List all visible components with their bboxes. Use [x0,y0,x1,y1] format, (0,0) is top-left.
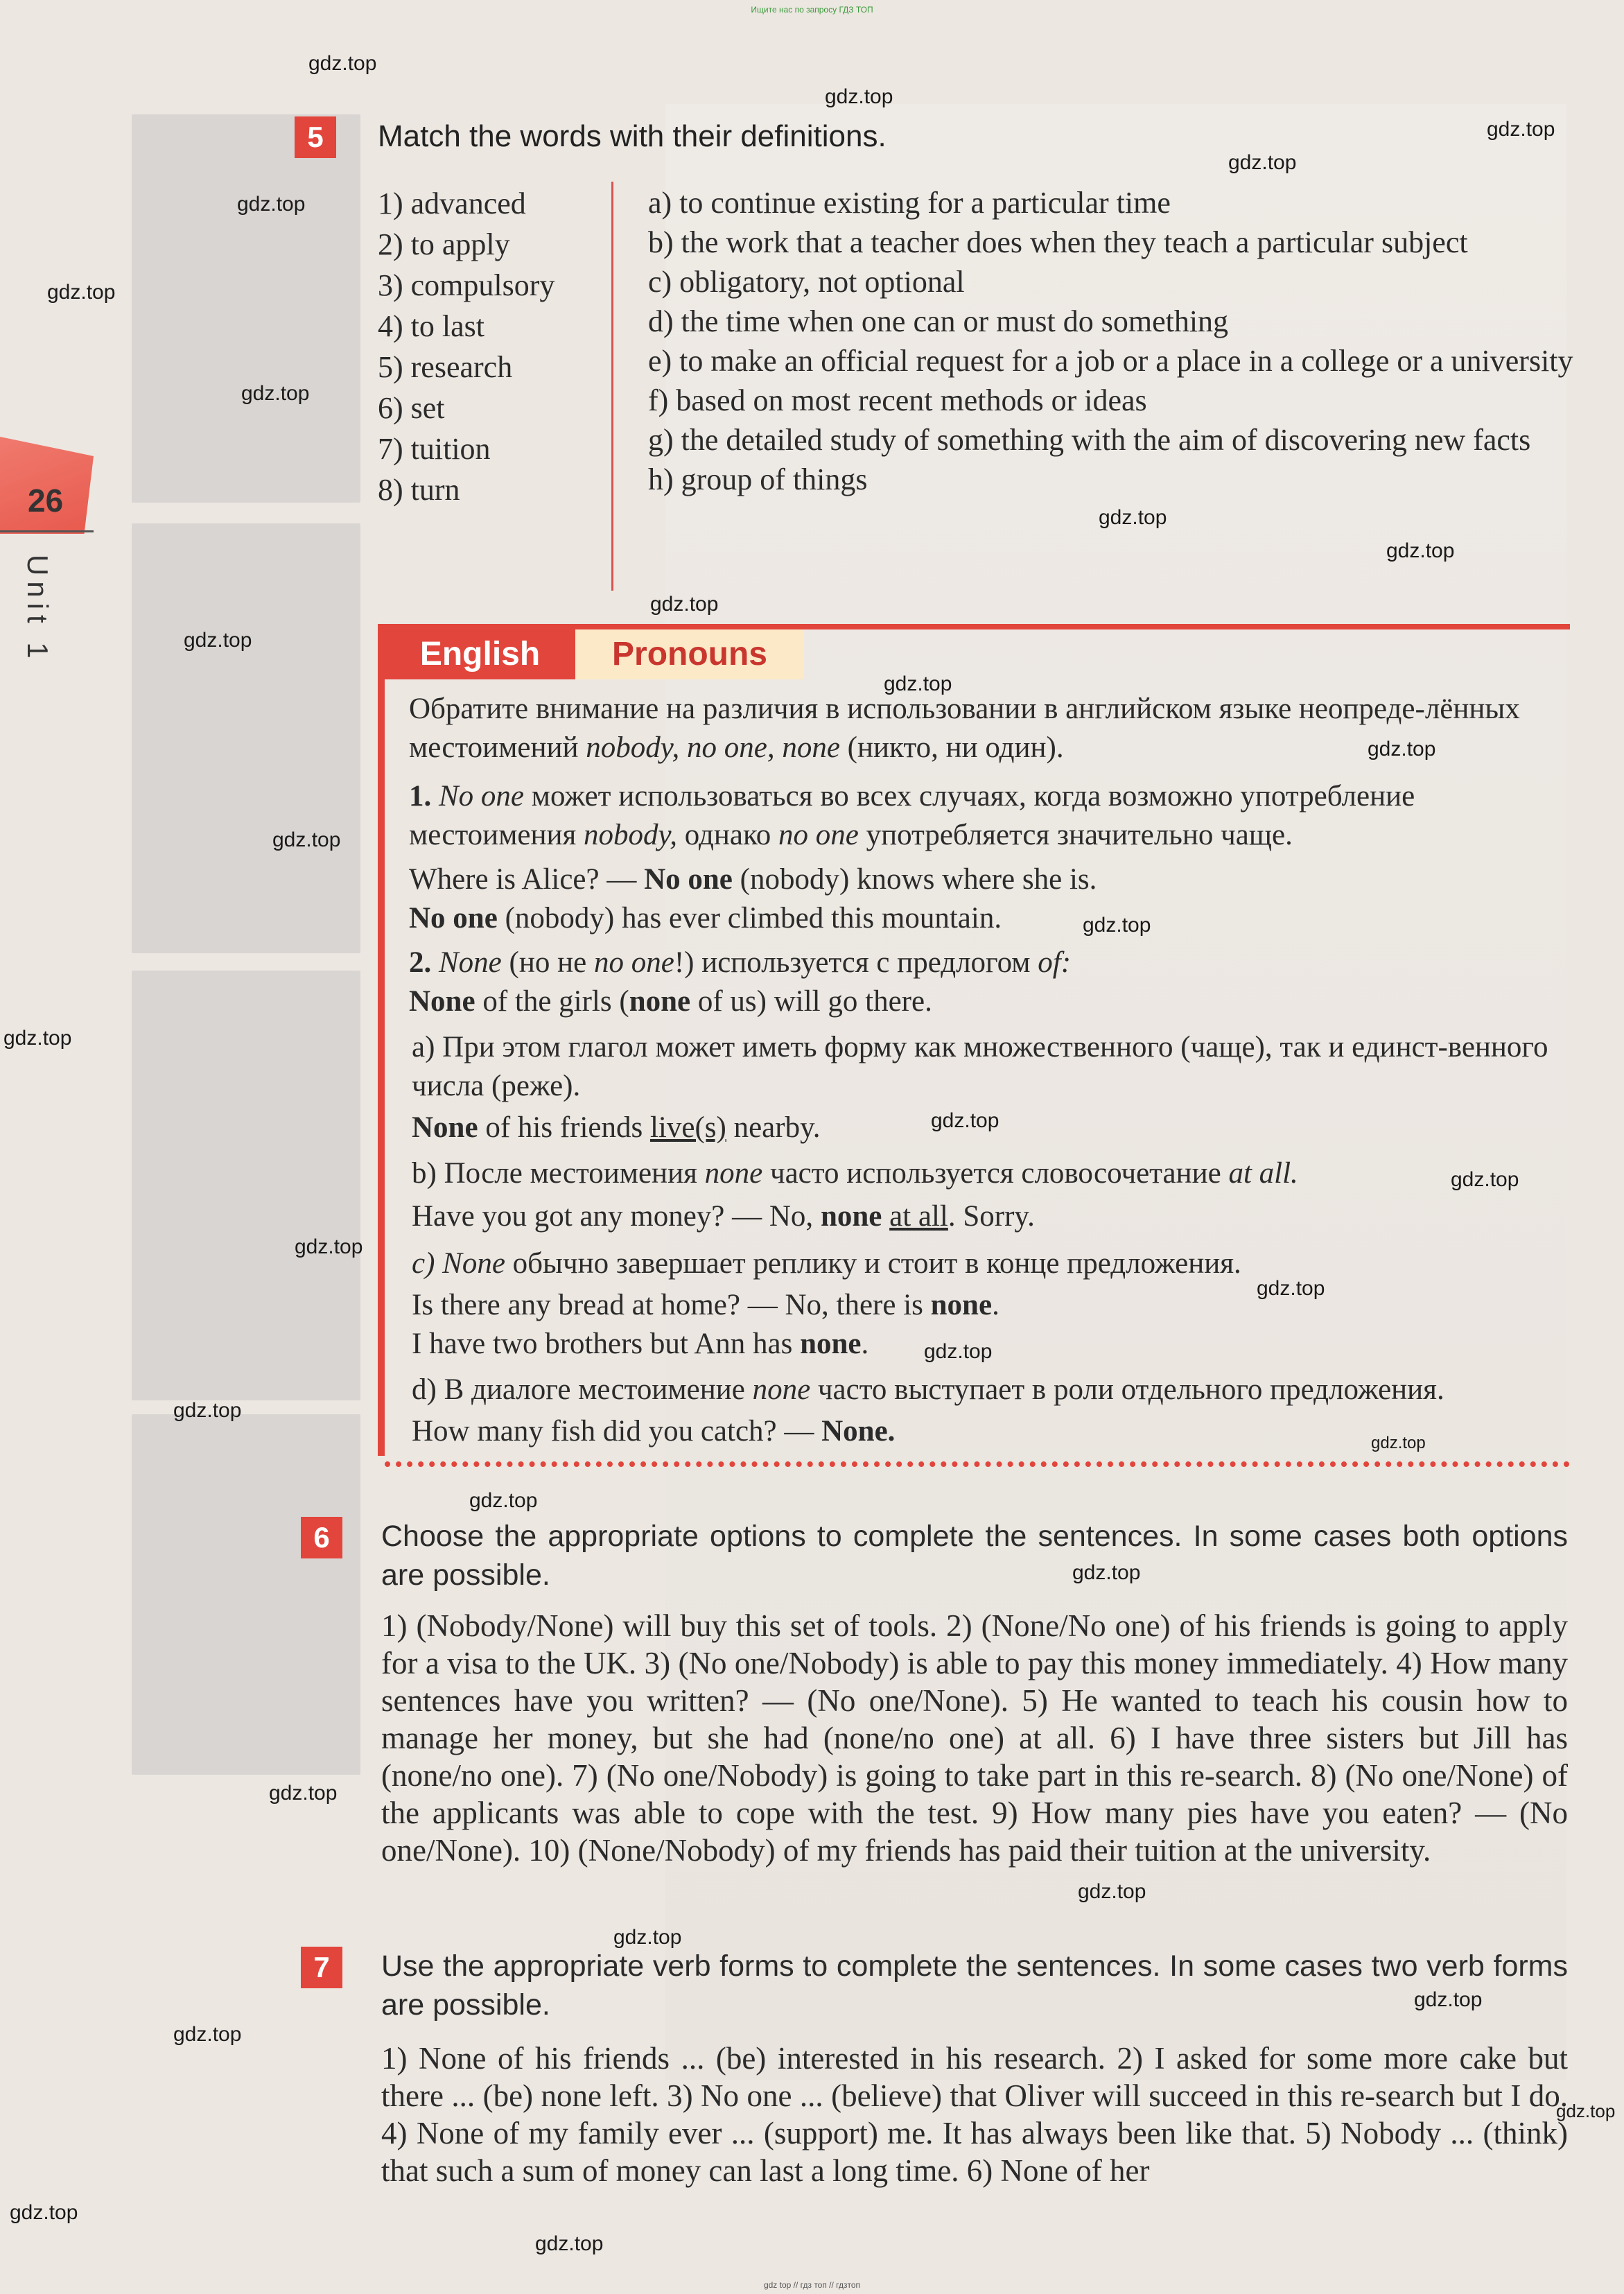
watermark: gdz.top [924,1340,993,1363]
grammar-example: Where is Alice? — No one (nobody) knows where she is. [409,863,1097,896]
watermark: gdz.top [269,1782,338,1805]
grammar-tab-pronouns: Pronouns [575,629,804,679]
definition-item: d) the time when one can or must do something [648,304,1229,338]
watermark: gdz.top [1368,738,1436,761]
watermark: gdz.top [884,672,952,695]
grammar-box-left-border [378,627,385,1456]
watermark: gdz.top [931,1109,999,1132]
grammar-example: Is there any bread at home? — No, there is none. [412,1289,999,1321]
faded-photo [132,523,360,953]
word-item: 3) compulsory [378,268,555,302]
page-number: 26 [28,483,64,519]
word-item: 2) to apply [378,227,510,261]
exercise-5-number: 5 [295,116,336,158]
grammar-example: I have two brothers but Ann has none. [412,1328,869,1360]
definition-item: a) to continue existing for a particular time [648,186,1171,220]
faded-photo [132,971,360,1400]
watermark: gdz.top [613,1926,682,1949]
watermark: gdz.top [237,193,306,216]
word-item: 7) tuition [378,432,491,466]
watermark: gdz.top [3,1027,72,1050]
grammar-example: How many fish did you catch? — None. [412,1415,896,1448]
definition-item: b) the work that a teacher does when they teach a particular subject [648,225,1468,259]
watermark: gdz.top [1556,2101,1616,2121]
grammar-rule-1: 1. No one может использоваться во всех случаях, когда возможно употребление местоимения nobody, однако no one употребляется значительно чаще. [409,780,1415,851]
watermark: gdz.top [535,2232,604,2255]
header-note: Ищите нас по запросу ГДЗ ТОП [751,5,873,15]
word-list [378,183,555,510]
watermark: gdz.top [469,1489,538,1512]
grammar-rule-a: a) При этом глагол может иметь форму как множественного (чаще), так и единст-венного числа (реже). [412,1031,1548,1102]
exercise-6-heading: Choose the appropriate options to complete the sentences. In some cases both options are possible. [381,1520,1568,1592]
watermark: gdz.top [1083,914,1151,937]
grammar-example: None of his friends live(s) nearby. [412,1111,821,1144]
footer-note: gdz top // гдз топ // гдзтоп [763,2280,861,2290]
grammar-box-top-border [378,624,1570,629]
faded-photo [132,114,360,503]
watermark: gdz.top [1257,1277,1325,1300]
exercise-7-text: 1) None of his friends ... (be) interested in his research. 2) I asked for some more cake but there ... (be) none left. 3) No one ... (believe) that Oliver will succeed in this re-search but I do. 4) None of my family ever ... (support) me. It has always been like that. 5) Nobody ... (think) that such a sum of money can last a long time. 6) None of her [381,2041,1568,2188]
exercise-7-heading: Use the appropriate verb forms to complete the sentences. In some cases two verb forms are possible. [381,1949,1568,2022]
grammar-example: None of the girls (none of us) will go there. [409,985,932,1018]
watermark: gdz.top [272,828,341,851]
exercise-5-heading: Match the words with their definitions. [378,119,887,153]
grammar-text [409,690,1566,1451]
grammar-example: Have you got any money? — No, none at all. Sorry. [412,1200,1035,1233]
word-item: 4) to last [378,309,484,343]
column-divider [611,182,613,591]
definition-item: e) to make an official request for a job or a place in a college or a university [648,344,1573,378]
definition-item: h) group of things [648,462,868,496]
watermark: gdz.top [184,629,252,652]
watermark: gdz.top [1099,506,1167,529]
watermark: gdz.top [825,85,893,108]
grammar-rule-b: b) После местоимения none часто используется словосочетание at all. [412,1157,1298,1190]
grammar-intro: Обратите внимание на различия в использовании в английском языке неопреде-лённых местоимений nobody, no one, none (никто, ни один). [409,693,1520,764]
unit-label: Unit 1 [21,555,54,664]
word-item: 6) set [378,391,445,425]
watermark: gdz.top [1414,1988,1483,2011]
word-item: 8) turn [378,473,460,507]
definition-item: f) based on most recent methods or ideas [648,383,1147,417]
grammar-rule-2: 2. None (но не no one!) используется с предлогом of: [409,946,1072,979]
watermark: gdz.top [1228,151,1297,174]
grammar-box-dotted-border [385,1461,1570,1467]
watermark: gdz.top [47,281,116,304]
grammar-rule-c: c) None обычно завершает реплику и стоит в конце предложения. [412,1247,1241,1280]
watermark: gdz.top [1078,1880,1146,1903]
grammar-example: No one (nobody) has ever climbed this mountain. [409,902,1002,935]
exercise-7-number: 7 [301,1947,342,1988]
faded-photo [132,1414,360,1775]
definition-item: g) the detailed study of something with the aim of discovering new facts [648,423,1531,457]
word-item: 5) research [378,350,513,384]
watermark: gdz.top [1371,1434,1426,1452]
exercise-6-text: 1) (Nobody/None) will buy this set of tools. 2) (None/No one) of his friends is going to apply for a visa to the UK. 3) (No one/Nobody) is able to pay this money immediately. 4) How many sentences have you written? — (No one/None). 5) He wanted to teach his cousin how to manage her money, but she had (none/no one) at all. 6) I have three sisters but Jill has (none/no one). 7) (No one/Nobody) is going to take part in this re-search. 8) (No one/None) of the applicants was able to cope with the test. 9) How many pies have you eaten? — (No one/None). 10) (None/Nobody) of my friends has paid their tuition at the university. [381,1608,1568,1868]
definition-item: c) obligatory, not optional [648,265,965,299]
watermark: gdz.top [295,1235,363,1258]
watermark: gdz.top [1386,539,1455,562]
watermark: gdz.top [241,382,310,405]
watermark: gdz.top [173,1399,242,1422]
watermark: gdz.top [1451,1168,1519,1191]
word-item: 1) advanced [378,186,526,220]
exercise-6-number: 6 [301,1517,342,1558]
watermark: gdz.top [10,2201,78,2224]
definition-list [648,183,1573,499]
grammar-rule-d: d) В диалоге местоимение none часто выступает в роли отдельного предложения. [412,1373,1444,1406]
watermark: gdz.top [1072,1561,1141,1584]
watermark: gdz.top [173,2023,242,2046]
watermark: gdz.top [1487,118,1555,141]
watermark: gdz.top [650,593,719,616]
watermark: gdz.top [308,52,377,75]
grammar-tab-english: English [385,629,575,679]
page-rule [0,530,94,532]
